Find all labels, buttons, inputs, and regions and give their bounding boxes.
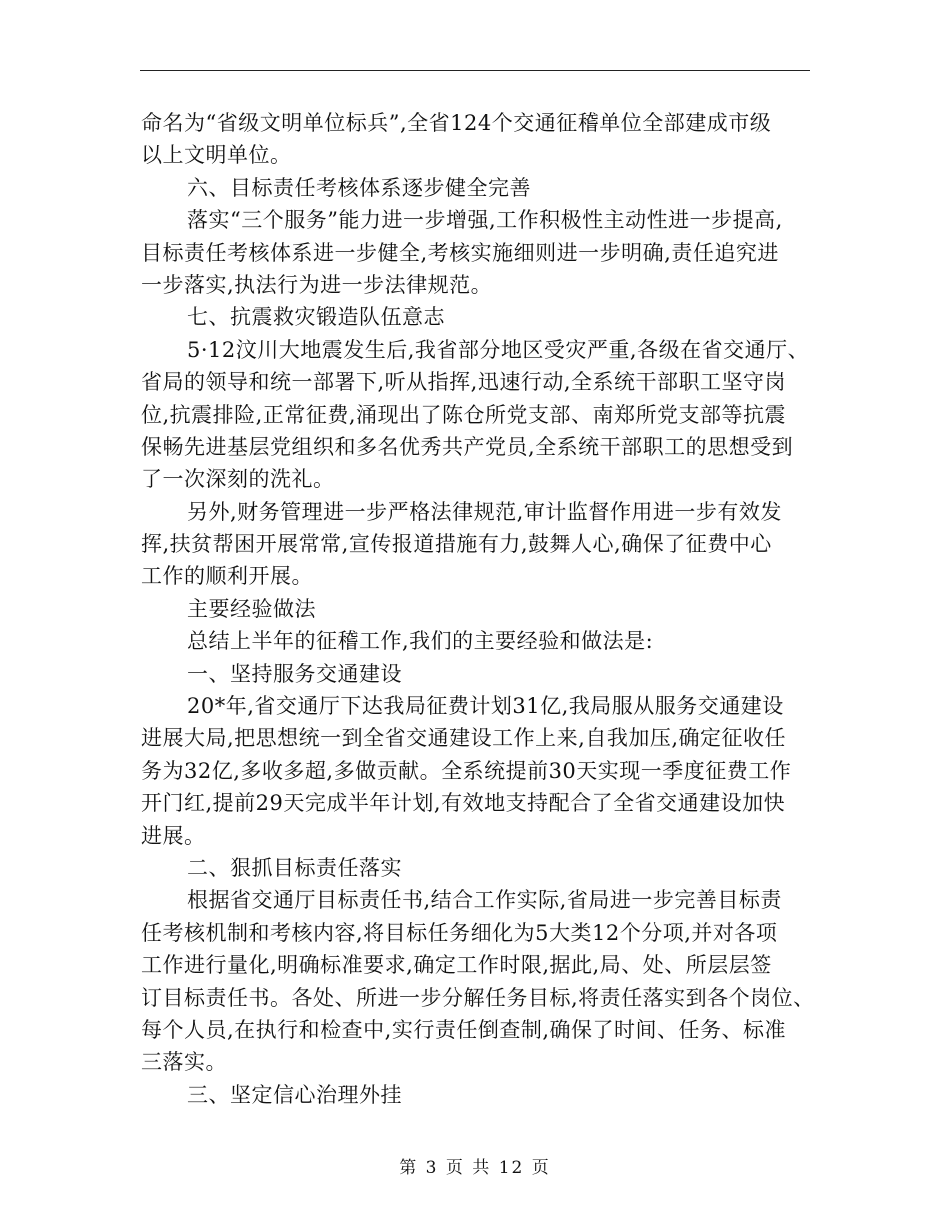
text-line: 挥,扶贫帮困开展常常,宣传报道措施有力,鼓舞人心,确保了征费中心 <box>141 532 772 557</box>
text-line: 目标责任考核体系进一步健全,考核实施细则进一步明确,责任追究进 <box>141 240 779 265</box>
text-line: 工作的顺利开展。 <box>141 564 313 589</box>
text-line: 进展大局,把思想统一到全省交通建设工作上来,自我加压,确定征收任 <box>141 726 787 751</box>
text-line: 主要经验做法 <box>187 596 316 621</box>
text-line: 七、抗震救灾锻造队伍意志 <box>187 305 445 330</box>
text-line: 以上文明单位。 <box>141 143 292 168</box>
text-line: 命名为“省级文明单位标兵”,全省124个交通征稽单位全部建成市级 <box>141 111 772 135</box>
text-line: 总结上半年的征稽工作,我们的主要经验和做法是: <box>187 629 654 654</box>
text-line: 工作进行量化,明确标准要求,确定工作时限,据此,局、处、所层层签 <box>141 953 772 978</box>
text-line: 三落实。 <box>141 1050 227 1075</box>
text-line: 保畅先进基层党组织和多名优秀共产党员,全系统干部职工的思想受到 <box>141 434 794 459</box>
text-line: 5·12汶川大地震发生后,我省部分地区受灾严重,各级在省交通厅、 <box>187 337 810 362</box>
text-line: 任考核机制和考核内容,将目标任务细化为5大类12个分项,并对各项 <box>141 920 778 945</box>
text-line: 二、狠抓目标责任落实 <box>187 855 402 880</box>
text-line: 三、坚定信心治理外挂 <box>187 1082 402 1107</box>
text-line: 落实“三个服务”能力进一步增强,工作积极性主动性进一步提高, <box>187 208 783 233</box>
text-line: 根据省交通厅目标责任书,结合工作实际,省局进一步完善目标责 <box>187 888 782 913</box>
page-footer: 第 3 页 共 12 页 <box>399 1158 551 1178</box>
text-line: 位,抗震排险,正常征费,涌现出了陈仓所党支部、南郑所党支部等抗震 <box>141 402 787 427</box>
text-line: 每个人员,在执行和检查中,实行责任倒查制,确保了时间、任务、标准 <box>141 1017 787 1042</box>
text-line: 进展。 <box>141 823 206 848</box>
text-line: 省局的领导和统一部署下,听从指挥,迅速行动,全系统干部职工坚守岗 <box>141 370 787 395</box>
text-line: 另外,财务管理进一步严格法律规范,审计监督作用进一步有效发 <box>187 499 782 524</box>
text-line: 开门红,提前29天完成半年计划,有效地支持配合了全省交通建设加快 <box>141 791 786 816</box>
text-line: 六、目标责任考核体系逐步健全完善 <box>187 175 531 200</box>
text-line: 20*年,省交通厅下达我局征费计划31亿,我局服从服务交通建设 <box>187 694 784 719</box>
text-line: 一步落实,执法行为进一步法律规范。 <box>141 272 493 297</box>
document-body <box>141 107 821 1111</box>
header-rule <box>140 70 810 71</box>
text-line: 订目标责任书。各处、所进一步分解任务目标,将责任落实到各个岗位、 <box>141 985 815 1010</box>
text-line: 务为32亿,多收多超,多做贡献。全系统提前30天实现一季度征费工作 <box>141 758 792 783</box>
text-line: 一、坚持服务交通建设 <box>187 661 402 686</box>
text-line: 了一次深刻的洗礼。 <box>141 467 335 492</box>
